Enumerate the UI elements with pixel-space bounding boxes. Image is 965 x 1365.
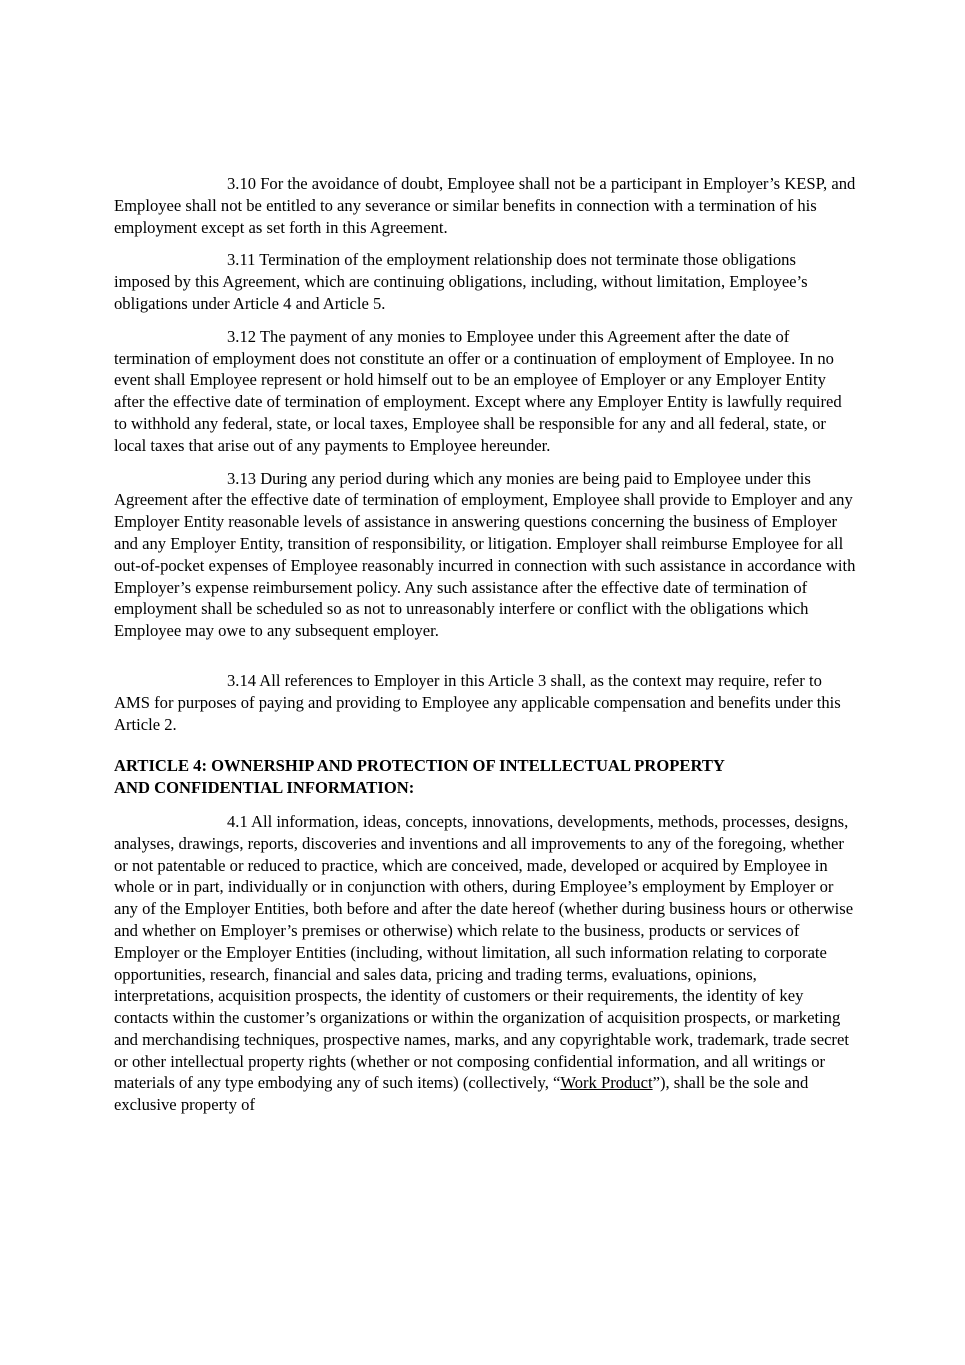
paragraph-3-11: 3.11 Termination of the employment relationship does not terminate those obligations imposed by this Agreement, which are continuing obligations, including, without limitation, Employee’s obligations under Article 4 and Article 5. [114,250,808,313]
paragraph-4-1-text-end: ”), shall be the sole and exclusive property of [114,1073,809,1115]
paragraph-3-10: 3.10 For the avoidance of doubt, Employee shall not be a participant in Employer’s KESP, and Employee shall not be entitled to any severance or similar benefits in connection with a termination of his employment except as set forth in this Agreement. [114,174,856,237]
defined-term-work-product: Work Product [560,1073,653,1093]
paragraph-4-1-text: 4.1 All information, ideas, concepts, innovations, developments, methods, processes, designs, analyses, drawings, reports, discoveries and inventions and all improvements to any of the foregoing, whether or not patentable or reduced to practice, which are conceived, made, developed or acquired by Employee in whole or in part, individually or in conjunction with others, during Employee’s employment by Employer or any of the Employer Entities, both before and after the date hereof (whether during business hours or otherwise and whether on Employer’s premises or otherwise) which relate to the business, products or services of Employer or the Employer Entities (including, without limitation, all such information relating to corporate opportunities, research, financial and sales data, pricing and trading terms, evaluations, opinions, interpretations, acquisition prospects, the identity of customers or their requirements, the identity of key contacts within the customer’s organizations or within the organization of acquisition prospects, or marketing and merchandising techniques, prospective names, marks, and any copyrightable work, trademark, trade secret or other intellectual property rights (whether or not composing confidential information, and all writings or materials of any type embodying any of such items) (collectively, “ [114,811,854,1093]
article-4-heading-line-1: ARTICLE 4: OWNERSHIP AND PROTECTION OF INTELLECTUAL PROPERTY [114,756,725,776]
paragraph-3-13: 3.13 During any period during which any monies are being paid to Employee under this Agreement after the effective date of termination of employment, Employee shall provide to Employer and any Employer Entity reasonable levels of assistance in answering questions concerning the business of Employer and any Employer Entity, transition of responsibility, or litigation. Employer shall reimburse Employee for all out-of-pocket expenses of Employee reasonably incurred in connection with such assistance in accordance with Employer’s expense reimbursement policy. Any such assistance after the effective date of termination of employment shall be scheduled so as not to unreasonably interfere or conflict with the obligations which Employee may owe to any subsequent employer. [114,468,856,641]
article-4-heading-line-2: AND CONFIDENTIAL INFORMATION: [114,778,415,798]
document-body [114,173,856,1116]
article-4-heading [114,755,856,799]
paragraph-3-14: 3.14 All references to Employer in this Article 3 shall, as the context may require, refer to AMS for purposes of paying and providing to Employee any applicable compensation and benefits under this Article 2. [114,670,841,734]
paragraph-4-1 [114,811,856,1116]
paragraph-3-12: 3.12 The payment of any monies to Employee under this Agreement after the date of termination of employment does not constitute an offer or a continuation of employment of Employee. In no event shall Employee represent or hold himself out to be an employee of Employer or any Employer Entity after the effective date of termination of employment. Except where any Employer Entity is lawfully required to withhold any federal, state, or local taxes, Employee shall be responsible for any and all federal, state, or local taxes that arise out of any payments to Employee hereunder. [114,326,842,455]
